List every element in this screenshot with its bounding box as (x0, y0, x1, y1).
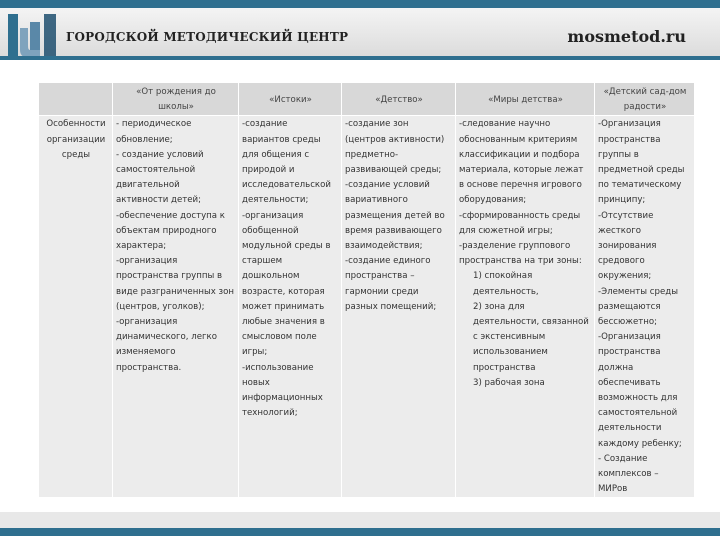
cell-line: пространства группы в (116, 271, 223, 282)
cell-line: -использование (242, 362, 314, 373)
cell-line: группы в (598, 149, 639, 160)
table-row (39, 116, 695, 498)
cell-line: виде разграниченных зон (116, 286, 234, 297)
column-header (595, 83, 695, 116)
cell-line: для сюжетной игры; (459, 225, 553, 236)
cell-line: -организация (116, 256, 178, 267)
footer-band (0, 512, 720, 528)
footer-accent-bar (0, 528, 720, 536)
column-header (239, 83, 342, 116)
cell-line: «Миры детства» (488, 94, 563, 105)
page-header (0, 8, 720, 56)
cell-line: новых (242, 377, 270, 388)
cell-line: (центров активности) (345, 134, 445, 145)
cell-line: в основе перечня игрового (459, 180, 582, 191)
cell-line: самостоятельной (116, 165, 196, 176)
row-header-cell (39, 116, 113, 498)
cell-line: возрасте, которая (242, 286, 325, 297)
cell-line: размещаются (598, 301, 661, 312)
cell-line: информационных (242, 393, 323, 404)
cell-line: деятельности, связанной (473, 317, 589, 328)
cell-line: оборудования; (459, 195, 527, 206)
cell-line: дошкольном (242, 271, 300, 282)
mosmetod-logo-icon (4, 10, 62, 62)
cell-line: предметно- (345, 149, 399, 160)
cell-line: «Детский сад-дом (603, 87, 687, 97)
cell-line: организации (46, 134, 106, 145)
cell-line: среды (61, 149, 91, 160)
cell-line: размещения детей во (345, 210, 445, 221)
cell-line: вариантов среды (242, 134, 321, 145)
cell-line: смысловом поле (242, 332, 317, 343)
cell-line: активности детей; (116, 195, 202, 206)
cell-line: - периодическое (116, 119, 192, 130)
cell-line: обновление; (116, 134, 173, 145)
cell-line: предметной среды (598, 165, 685, 176)
cell-line: разных помещений; (345, 301, 437, 312)
cell-line: бессюжетно; (598, 317, 658, 328)
cell-line: 3) рабочая зона (473, 377, 545, 388)
cell-line: модульной среды в (242, 241, 331, 252)
cell-line: характера; (116, 241, 167, 252)
cell-line: окружения; (598, 271, 652, 282)
cell-line: самостоятельной (598, 408, 678, 419)
table-cell (239, 116, 342, 498)
cell-line: по тематическому (598, 180, 682, 191)
cell-line: зонирования (598, 241, 657, 252)
table-cell (113, 116, 239, 498)
cell-line: -обеспечение доступа к (116, 210, 225, 221)
cell-line: может принимать (242, 301, 325, 312)
cell-line: пространства на три зоны: (459, 256, 582, 267)
cell-line: - создание условий (116, 149, 204, 160)
column-header (113, 83, 239, 116)
cell-line: пространства (598, 347, 661, 358)
cell-line: развивающей среды; (345, 165, 442, 176)
cell-line: -организация (116, 317, 178, 328)
cell-line: каждому ребенку; (598, 438, 682, 449)
top-accent-bar (0, 0, 720, 8)
cell-line: -разделение группового (459, 241, 571, 252)
cell-line: - Создание (598, 453, 648, 464)
cell-line: материала, которые лежат (459, 165, 584, 176)
cell-line: -Организация (598, 332, 661, 343)
table-cell (456, 116, 595, 498)
cell-line: деятельности (598, 423, 662, 434)
cell-line: возможность для (598, 393, 678, 404)
cell-line: МИРов (598, 484, 628, 495)
cell-line: обобщенной (242, 225, 299, 236)
cell-line: время развивающего (345, 225, 442, 236)
center-title: ГОРОДСКОЙ МЕТОДИЧЕСКИЙ ЦЕНТР (66, 30, 349, 44)
cell-line: пространства (598, 134, 661, 145)
table-cell (342, 116, 456, 498)
cell-line: вариативного (345, 195, 408, 206)
cell-line: для общения с (242, 149, 310, 160)
column-header (456, 83, 595, 116)
cell-line: 1) спокойная (473, 271, 533, 282)
cell-line: (центров, уголков); (116, 301, 205, 312)
cell-line: с экстенсивным (473, 332, 546, 343)
cell-line: деятельность, (473, 286, 539, 297)
cell-line: -сформированность среды (459, 210, 581, 221)
cell-line: -создание условий (345, 180, 430, 191)
cell-line: должна (598, 362, 634, 373)
cell-line: обоснованным критериям (459, 134, 578, 145)
cell-line: -Отсутствие (598, 210, 654, 221)
cell-line: обеспечивать (598, 377, 661, 388)
cell-line: изменяемого (116, 347, 176, 358)
cell-line: «От рождения до (136, 87, 216, 97)
cell-line: -следование научно (459, 119, 551, 130)
cell-line: гармонии среди (345, 286, 419, 297)
cell-line: исследовательской (242, 180, 331, 191)
cell-line: объектам природного (116, 225, 217, 236)
cell-line: пространства. (116, 362, 182, 373)
cell-line: пространства – (345, 271, 415, 282)
cell-line: школы» (158, 102, 194, 113)
cell-line: старшем (242, 256, 283, 267)
cell-line: использованием (473, 347, 548, 358)
site-url[interactable]: mosmetod.ru (567, 27, 686, 46)
column-header (342, 83, 456, 116)
cell-line: -создание зон (345, 119, 409, 130)
cell-line: 2) зона для (473, 301, 525, 312)
cell-line: двигательной (116, 180, 180, 191)
cell-line: природой и (242, 165, 295, 176)
cell-line: средового (598, 256, 645, 267)
header-underline (0, 56, 720, 60)
cell-line: -организация (242, 210, 304, 221)
cell-line: радости» (623, 102, 667, 113)
cell-line: технологий; (242, 408, 298, 419)
comparison-table (38, 82, 695, 498)
cell-line: принципу; (598, 195, 646, 206)
cell-line: взаимодействия; (345, 241, 423, 252)
cell-line: деятельности; (242, 195, 309, 206)
cell-line: -Организация (598, 119, 661, 130)
cell-line: жесткого (598, 225, 641, 236)
cell-line: пространства (473, 362, 536, 373)
cell-line: -Элементы среды (598, 286, 678, 297)
cell-line: динамического, легко (116, 332, 217, 343)
cell-line: любые значения в (242, 317, 325, 328)
cell-line: комплексов – (598, 469, 659, 480)
cell-line: игры; (242, 347, 268, 358)
cell-line: классификации и подбора (459, 149, 580, 160)
cell-line: «Детство» (375, 94, 423, 105)
cell-line: Особенности (46, 119, 106, 130)
table-cell (595, 116, 695, 498)
table-header-row (39, 83, 695, 116)
cell-line: «Истоки» (269, 94, 312, 105)
cell-line: -создание единого (345, 256, 431, 267)
header-corner-cell (39, 83, 113, 116)
cell-line: -создание (242, 119, 288, 130)
